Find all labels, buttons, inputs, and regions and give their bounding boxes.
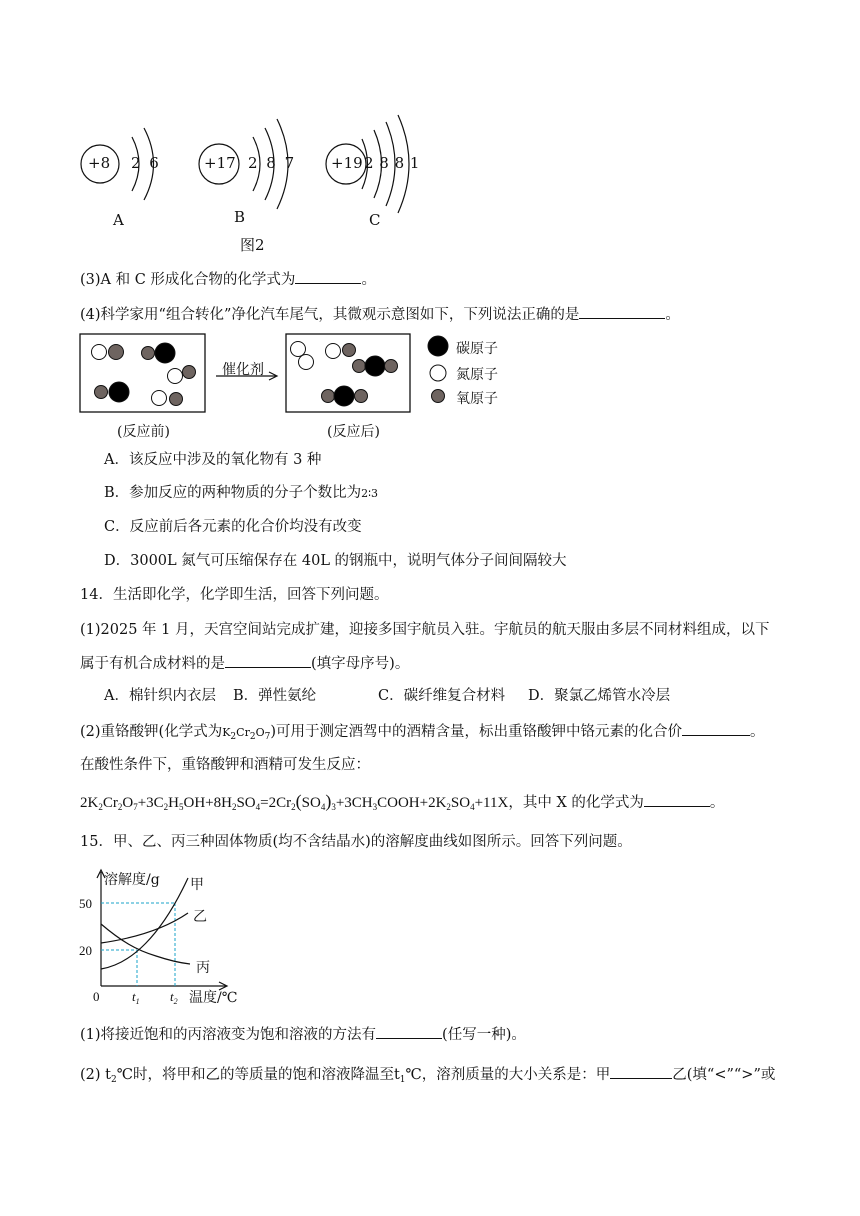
atom-c-letter: C: [369, 211, 381, 229]
answer-blank-q3[interactable]: [295, 268, 361, 284]
y-tick-50: 50: [79, 896, 92, 911]
legend-carbon: 碳原子: [456, 341, 498, 357]
carbon-atom-icon: [428, 336, 448, 356]
x-tick-0: 0: [93, 989, 100, 1004]
x-tick-t2: $t_2$: [170, 989, 178, 1006]
q14-part1-line1: (1)2025 年 1 月，天宫空间站完成扩建，迎接多国宇航员入驻。宇航员的航天服由多层不同材料组成，以下: [80, 622, 770, 638]
chart-ylabel: 溶解度/g: [104, 872, 160, 888]
answer-blank-q4[interactable]: [579, 303, 665, 319]
question-3: (3)A 和 C 形成化合物的化学式为 。: [80, 268, 376, 290]
series-label-yi: 乙: [193, 909, 207, 925]
q14-part2-line1: (2)重铬酸钾(化学式为$K_2Cr_2O_7$)可用于测定酒驾中的酒精含量，标出重铬酸钾中铬元素的化合价 。: [80, 720, 765, 747]
q15-part2: (2) $t_2℃$时，将甲和乙的等质量的饱和溶液降温至$t_1℃$，溶剂质量的大小关系是：甲 乙(填“<”“>”或: [80, 1063, 775, 1090]
answer-blank-q15-1[interactable]: [376, 1023, 442, 1039]
atom-c-shells: 2 8 8 1: [364, 154, 420, 172]
k2cr2o7-formula: $K_2Cr_2O_7$: [222, 726, 271, 742]
x-tick-t1: $t_1$: [132, 989, 140, 1006]
answer-blank-q14-2[interactable]: [682, 720, 750, 736]
question-15-title: 15．甲、乙、丙三种固体物质(均不含结晶水)的溶解度曲线如图所示。回答下列问题。: [80, 834, 632, 850]
atom-b-shells: 2 8 7: [248, 154, 295, 172]
q14-part2-line2: 在酸性条件下，重铬酸钾和酒精可发生反应：: [80, 757, 370, 773]
atom-a-shells: 2 6: [131, 154, 159, 172]
legend-nitrogen: 氮原子: [456, 367, 498, 383]
catalyst-label: 催化剂: [222, 362, 264, 378]
atom-a-nucleus: +8: [88, 154, 111, 172]
answer-blank-q15-2[interactable]: [610, 1063, 672, 1079]
before-label: (反应前): [117, 424, 170, 440]
option-d[interactable]: D．3000L 氮气可压缩保存在 40L 的钢瓶中，说明气体分子间间隔较大: [104, 553, 567, 569]
q14-option-a[interactable]: A．棉针织内衣层: [104, 688, 216, 704]
figure-caption: 图2: [240, 236, 265, 254]
series-label-bing: 丙: [196, 960, 210, 976]
q14-equation-line: $2K_2Cr_2O_7+3C_2H_5OH+8H_2SO_4=2Cr_2(SO_4)_3+3CH_3COOH+2K_2SO_4+11X$，其中 X 的化学式为 。: [80, 791, 725, 812]
atom-b-letter: B: [234, 208, 246, 226]
chemical-equation: $2K_2Cr_2O_7+3C_2H_5OH+8H_2SO_4=2Cr_2(SO_4)_3+3CH_3COOH+2K_2SO_4+11X$: [80, 791, 509, 812]
answer-blank-q14-1[interactable]: [225, 652, 311, 668]
after-label: (反应后): [327, 424, 380, 440]
y-tick-20: 20: [79, 943, 92, 958]
option-a[interactable]: A．该反应中涉及的氧化物有 3 种: [104, 452, 322, 468]
q14-part1-line2: 属于有机合成材料的是 (填字母序号)。: [80, 652, 409, 674]
atom-a-letter: A: [113, 211, 124, 229]
q14-option-d[interactable]: D．聚氯乙烯管水冷层: [528, 688, 671, 704]
q15-part1: (1)将接近饱和的丙溶液变为饱和溶液的方法有 (任写一种)。: [80, 1023, 526, 1045]
legend-oxygen: 氧原子: [456, 391, 498, 407]
question-4: (4)科学家用“组合转化”净化汽车尾气，其微观示意图如下，下列说法正确的是 。: [80, 303, 680, 325]
atom-legend-icons: [425, 334, 455, 408]
option-c[interactable]: C．反应前后各元素的化合价均没有改变: [104, 519, 362, 535]
question-14-title: 14．生活即化学，化学即生活，回答下列问题。: [80, 587, 389, 603]
oxygen-atom-icon: [432, 390, 445, 403]
answer-blank-q14-3[interactable]: [644, 791, 710, 807]
option-b[interactable]: B．参加反应的两种物质的分子个数比为2∶3: [104, 485, 379, 501]
q14-option-b[interactable]: B．弹性氨纶: [233, 688, 317, 704]
nitrogen-atom-icon: [430, 365, 446, 381]
atom-b-nucleus: +17: [204, 154, 236, 172]
series-label-jia: 甲: [190, 877, 204, 893]
atom-c-nucleus: +19: [331, 154, 363, 172]
q14-option-c[interactable]: C．碳纤维复合材料: [378, 688, 506, 704]
chart-xlabel: 温度/℃: [189, 990, 238, 1006]
